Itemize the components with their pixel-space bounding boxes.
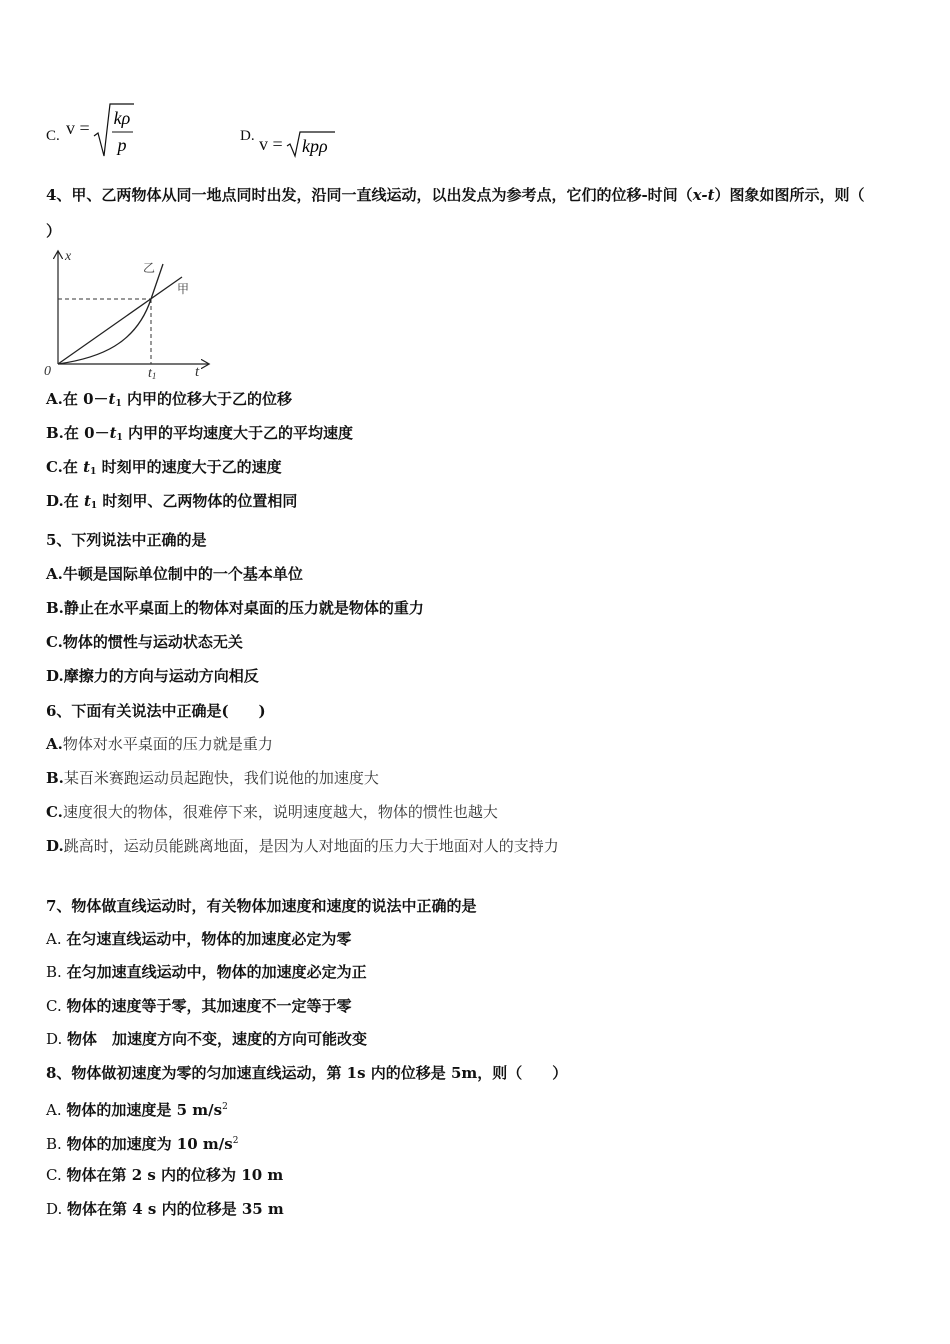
curve-jia-label: 甲 [177, 282, 190, 296]
x-axis-label: t [195, 364, 200, 380]
q5-stem: 5、下列说法中正确的是 [46, 531, 207, 549]
q5-option-d: D.摩擦力的方向与运动方向相反 [46, 667, 259, 685]
q4-option-c: C.在 $t_1$ 时刻甲的速度大于乙的速度 [46, 458, 282, 477]
q6-option-b: B.某百米赛跑运动员起跑快，我们说他的加速度大 [46, 769, 379, 787]
q8-stem: 8、物体做初速度为零的匀加速直线运动，第 1s 内的位移是 5m，则（ ） [46, 1064, 568, 1082]
q8-option-a: A. 物体的加速度是 5 $m/s^2$ [46, 1101, 228, 1119]
radicand: kpρ [302, 136, 328, 156]
fraction-denominator: p [117, 135, 127, 155]
q4-option-b: B.在 $0-t_1$ 内甲的平均速度大于乙的平均速度 [46, 424, 354, 443]
q4-option-a: A.在 $0-t_1$ 内甲的位移大于乙的位移 [46, 390, 292, 409]
t1-label: t1 [148, 366, 157, 380]
q6-option-a: A.物体对水平桌面的压力就是重力 [46, 735, 273, 753]
sqrt-radical [285, 130, 337, 158]
origin-label: 0 [44, 364, 51, 379]
q4-stem-line1: 4、甲、乙两物体从同一地点同时出发，沿同一直线运动，以出发点为参考点，它们的位移-时间（x-t）图象如图所示，则（ [46, 186, 865, 204]
curve-yi-line [58, 264, 163, 364]
q5-option-c: C.物体的惯性与运动状态无关 [46, 633, 243, 651]
q7-option-d: D. 物体 加速度方向不变，速度的方向可能改变 [46, 1030, 368, 1048]
fraction-numerator: kρ [113, 108, 131, 128]
q8-option-b: B. 物体的加速度为 10 $m/s^2$ [46, 1135, 239, 1153]
y-axis-label: x [65, 249, 72, 264]
q4-stem-line2: ） [46, 222, 62, 240]
formula-lhs: v = [66, 118, 90, 138]
curve-yi-label: 乙 [143, 261, 156, 275]
formula-lhs: v = [259, 134, 283, 154]
q7-option-c: C. 物体的速度等于零，其加速度不一定等于零 [46, 997, 352, 1015]
q4-option-d: D.在 $t_1$ 时刻甲、乙两物体的位置相同 [46, 492, 298, 511]
q8-option-c: C. 物体在第 2 s 内的位移为 10 m [46, 1166, 284, 1184]
q4-xt-graph [40, 248, 220, 380]
q7-option-a: A. 在匀速直线运动中，物体的加速度必定为零 [46, 930, 352, 948]
q7-option-b: B. 在匀加速直线运动中，物体的加速度必定为正 [46, 963, 367, 981]
q5-option-b: B.静止在水平桌面上的物体对桌面的压力就是物体的重力 [46, 599, 424, 617]
q7-stem: 7、物体做直线运动时，有关物体加速度和速度的说法中正确的是 [46, 897, 477, 915]
q6-stem: 6、下面有关说法中正确是( ) [46, 702, 266, 720]
option-label: C. [46, 128, 60, 144]
q5-option-a: A.牛顿是国际单位制中的一个基本单位 [46, 565, 303, 583]
q6-option-c: C.速度很大的物体，很难停下来，说明速度越大，物体的惯性也越大 [46, 803, 498, 821]
q8-option-d: D. 物体在第 4 s 内的位移是 35 m [46, 1200, 284, 1218]
q6-option-d: D.跳高时，运动员能跳离地面，是因为人对地面的压力大于地面对人的支持力 [46, 837, 559, 855]
curve-jia-line [58, 277, 182, 364]
option-label: D. [240, 128, 255, 144]
sqrt-fraction [92, 102, 136, 158]
